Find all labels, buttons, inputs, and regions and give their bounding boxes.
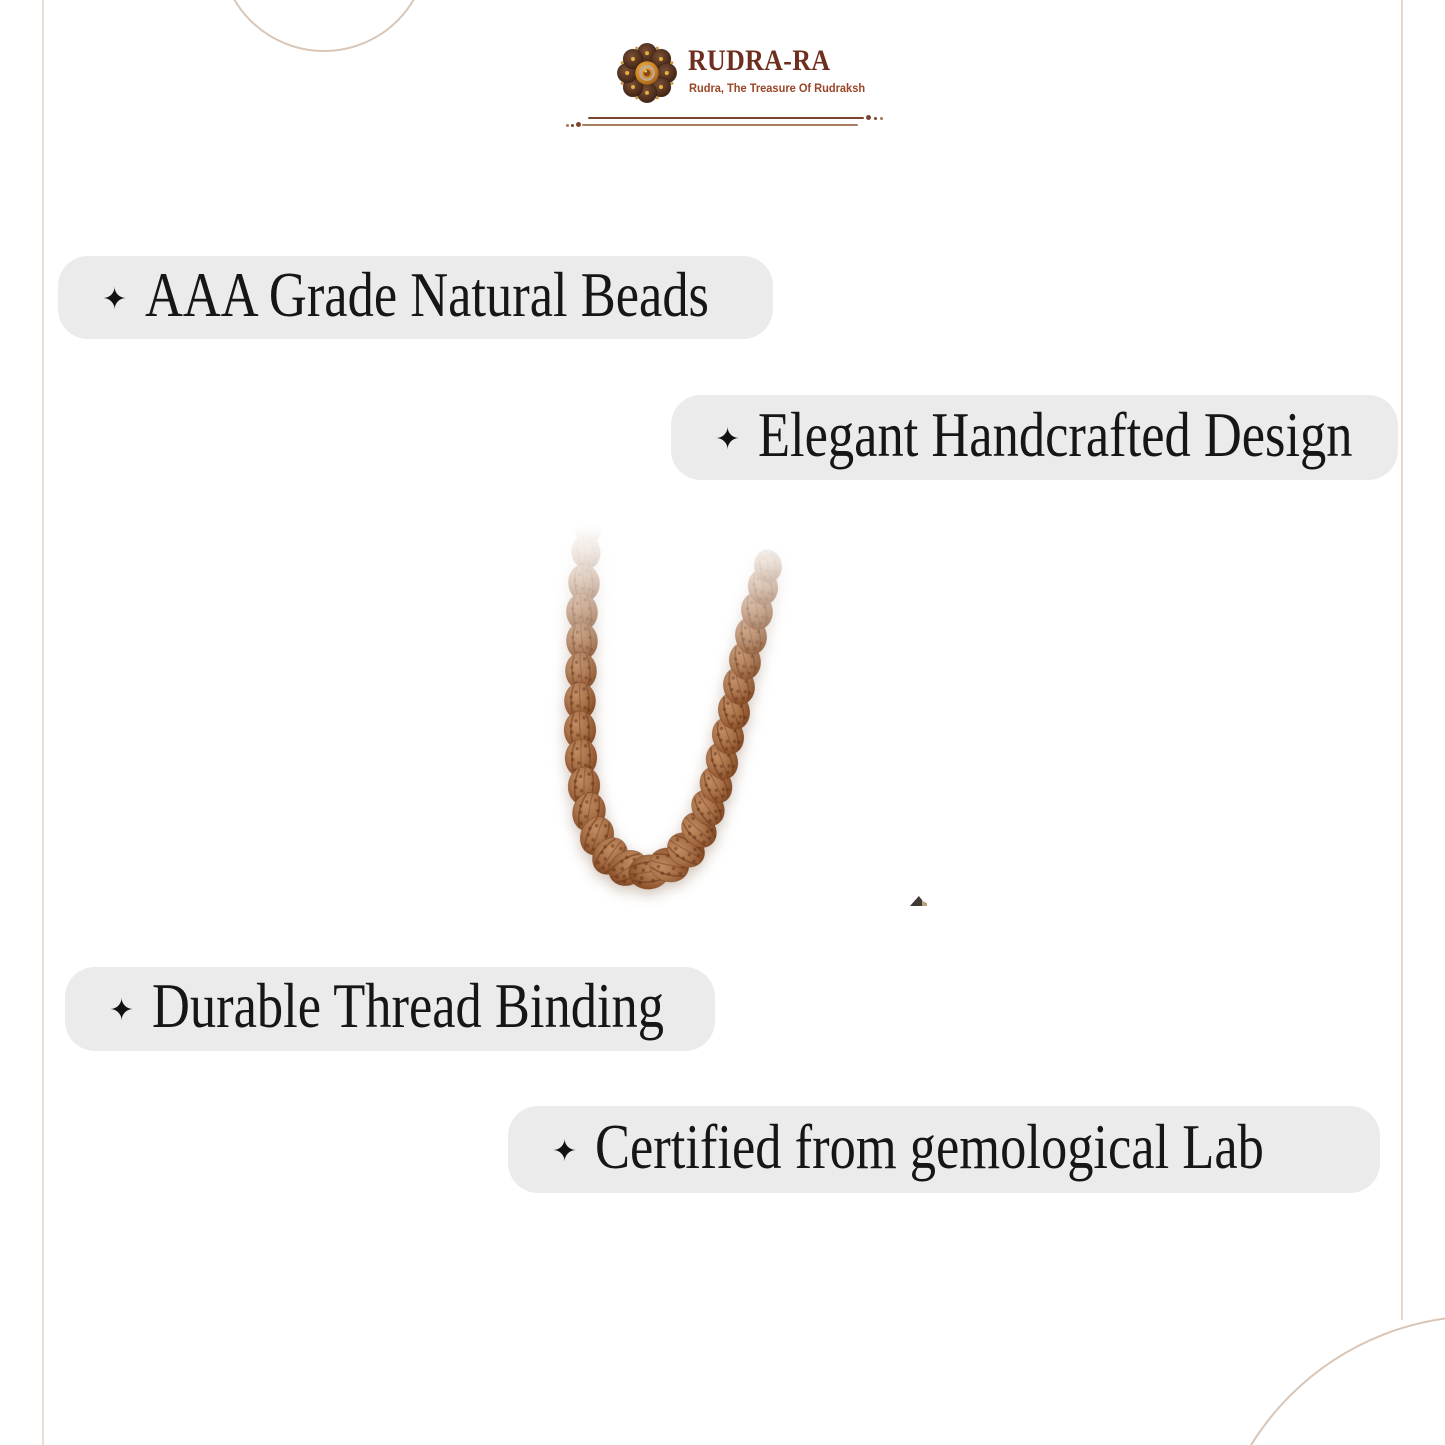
feature-label: Elegant Handcrafted Design (758, 398, 1353, 470)
diamond-star-icon: ✦ (102, 281, 128, 317)
clasp-speck (910, 896, 927, 906)
feature-label: AAA Grade Natural Beads (145, 258, 710, 330)
divider-dot (571, 124, 574, 127)
bottom-decorative-circle (1210, 1315, 1445, 1445)
right-frame-line (1401, 0, 1403, 1320)
brand-divider-line-bottom (582, 124, 858, 126)
feature-pill-aaa-grade (58, 256, 773, 339)
divider-dot (566, 124, 569, 127)
diamond-star-icon: ✦ (715, 421, 741, 457)
divider-dot (866, 115, 871, 120)
diamond-star-icon: ✦ (552, 1133, 578, 1169)
feature-label: Durable Thread Binding (152, 970, 665, 1041)
brand-name: RUDRA-RA (688, 44, 831, 77)
divider-dot (880, 117, 883, 120)
feature-pill-thread-binding (65, 967, 715, 1051)
divider-dot (874, 117, 877, 120)
divider-dot (576, 122, 581, 127)
rudraksha-mala-photo (500, 510, 840, 910)
feature-pill-handcrafted (671, 395, 1398, 480)
feature-pill-certified (508, 1106, 1380, 1193)
feature-label: Certified from gemological Lab (595, 1110, 1265, 1182)
rudraksha-flower-logo-icon (611, 37, 683, 109)
brand-tagline: Rudra, The Treasure Of Rudraksh (689, 81, 866, 95)
left-frame-line (42, 0, 44, 1445)
brand-divider-line-top (588, 117, 864, 119)
top-decorative-circle (219, 0, 429, 52)
diamond-star-icon: ✦ (109, 993, 135, 1028)
